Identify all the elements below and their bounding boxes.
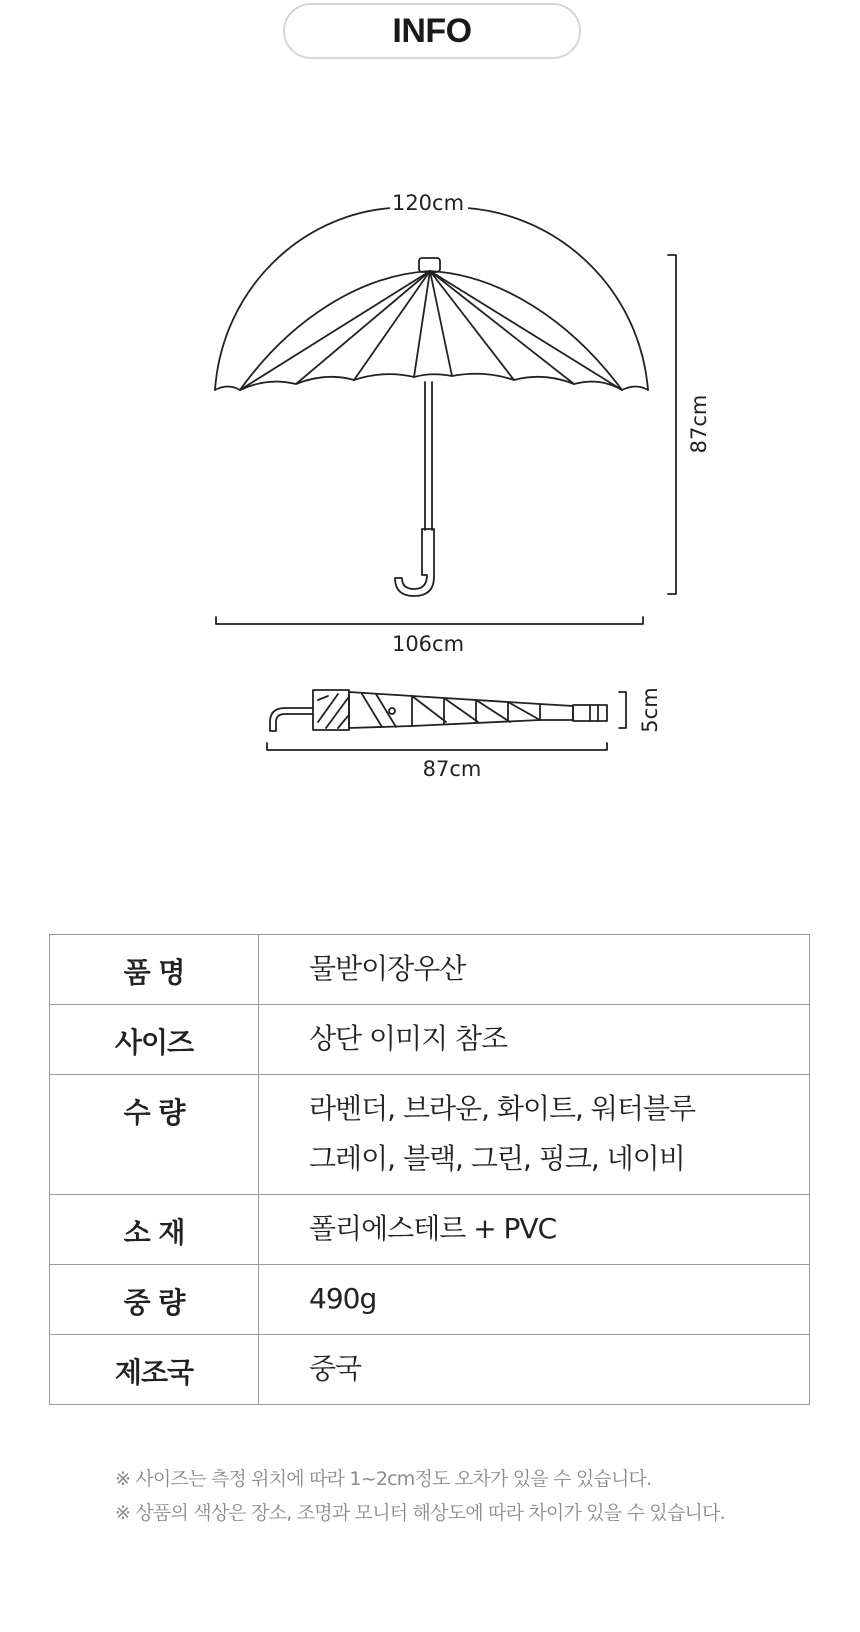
spec-value-size: 상단 이미지 참조 xyxy=(259,1005,810,1075)
open-height-label: 87cm xyxy=(687,394,711,454)
spec-value-colors: 라벤더, 브라운, 화이트, 워터블루 그레이, 블랙, 그린, 핑크, 네이비 xyxy=(259,1075,810,1195)
table-row xyxy=(50,1265,810,1335)
canopy-inner-arc xyxy=(240,271,622,390)
table-row xyxy=(50,935,810,1005)
spec-label-weight: 중 량 xyxy=(50,1265,259,1335)
spec-label-size: 사이즈 xyxy=(50,1005,259,1075)
spec-label-colors: 수 량 xyxy=(50,1075,259,1195)
spec-value-origin: 중국 xyxy=(259,1335,810,1405)
canopy-outline-right xyxy=(467,208,648,390)
folded-handle xyxy=(270,708,313,731)
folded-diameter-label: 5cm xyxy=(638,687,662,733)
table-row xyxy=(50,1195,810,1265)
spec-value-weight: 490g xyxy=(259,1265,810,1335)
diameter-dimension-line xyxy=(619,692,626,728)
note-measurement: ※ 사이즈는 측정 위치에 따라 1~2cm정도 오차가 있을 수 있습니다. xyxy=(115,1468,652,1490)
canopy-width-label: 120cm xyxy=(391,191,465,215)
umbrella-size-diagram xyxy=(0,0,860,800)
spec-label-name: 품 명 xyxy=(50,935,259,1005)
table-row xyxy=(50,1005,810,1075)
note-color: ※ 상품의 색상은 장소, 조명과 모니터 해상도에 따라 차이가 있을 수 있습니다. xyxy=(115,1502,725,1524)
table-row xyxy=(50,1335,810,1405)
canopy-top-cap xyxy=(419,258,440,272)
info-title: INFO xyxy=(283,3,581,59)
umbrella-handle xyxy=(395,529,434,596)
spec-value-material: 폴리에스테르 + PVC xyxy=(259,1195,810,1265)
spec-label-material: 소 재 xyxy=(50,1195,259,1265)
height-dimension-line xyxy=(668,255,676,594)
product-spec-table xyxy=(49,934,810,1405)
folded-collar xyxy=(313,690,349,730)
open-span-label: 106cm xyxy=(391,632,465,656)
table-row xyxy=(50,1075,810,1195)
spec-label-origin: 제조국 xyxy=(50,1335,259,1405)
folded-length-label: 87cm xyxy=(422,757,482,781)
canopy-outline xyxy=(215,208,391,390)
disclaimer-notes xyxy=(115,1462,725,1530)
span-dimension-line xyxy=(216,617,643,624)
umbrella-shaft xyxy=(425,382,432,530)
folded-length-dimension-line xyxy=(267,743,607,750)
spec-value-name: 물받이장우산 xyxy=(259,935,810,1005)
